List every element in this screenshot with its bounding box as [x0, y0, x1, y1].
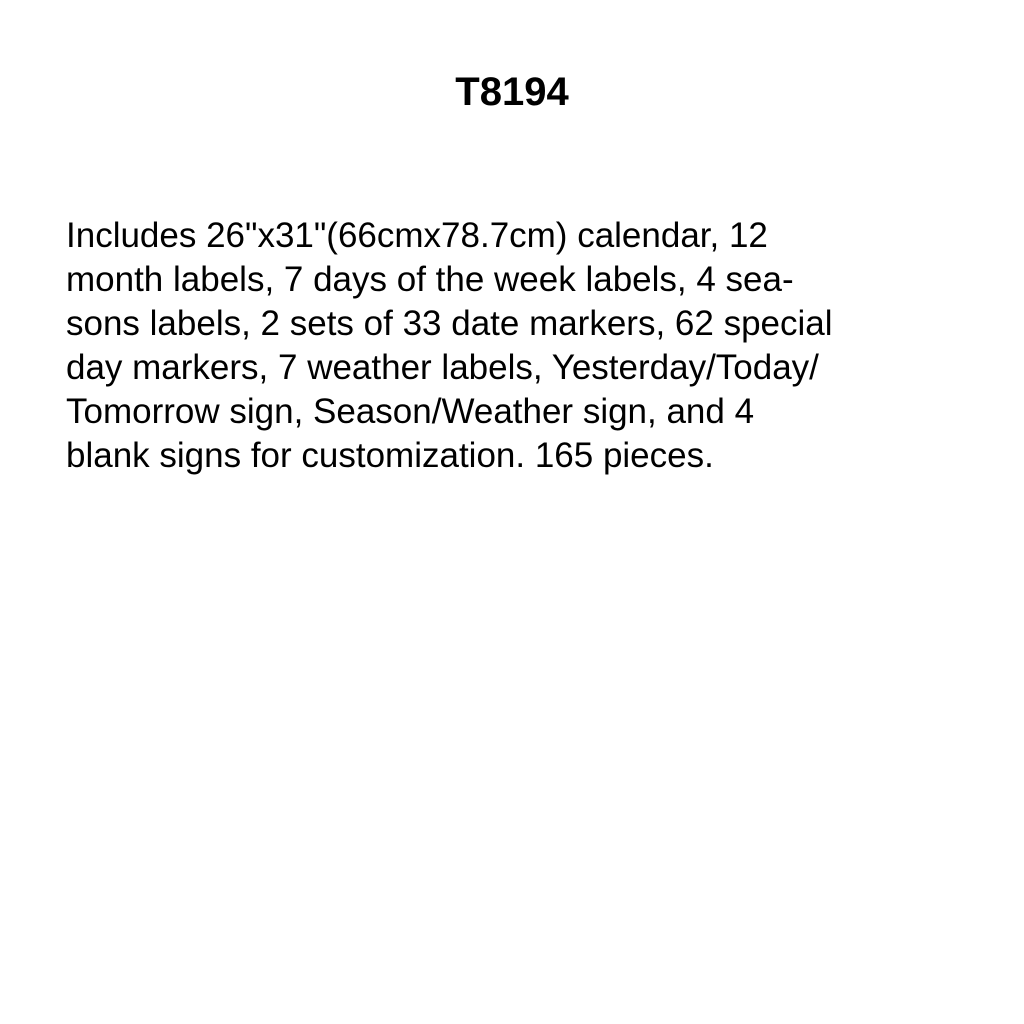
description-line: Tomorrow sign, Season/Weather sign, and 4 — [66, 392, 755, 431]
description-line: day markers, 7 weather labels, Yesterday/Today/ — [66, 348, 819, 387]
product-code-title: T8194 — [455, 70, 569, 114]
description-line: Includes 26"x31"(66cmx78.7cm) calendar, 12 — [66, 216, 768, 255]
description-line: blank signs for customization. 165 pieces. — [66, 436, 714, 475]
product-description — [66, 214, 966, 478]
description-line: sons labels, 2 sets of 33 date markers, 62 special — [66, 304, 833, 343]
description-line: month labels, 7 days of the week labels, 4 sea- — [66, 260, 794, 299]
